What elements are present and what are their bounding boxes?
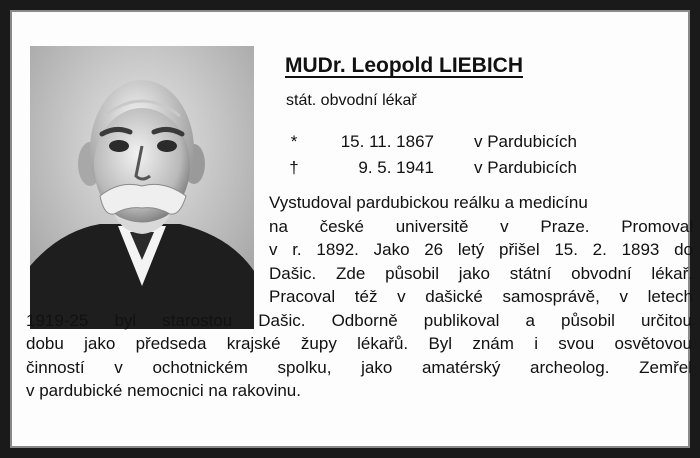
bio-line: v pardubické nemocnici na rakovinu. [26, 381, 301, 400]
birth-symbol-icon: * [290, 132, 298, 151]
person-name: MUDr. Leopold LIEBICH [285, 54, 523, 77]
birth-row [286, 132, 646, 158]
birth-date: 15. 11. 1867 [340, 132, 434, 151]
biography-text [26, 191, 692, 403]
death-row [286, 158, 646, 184]
bio-line: v r. 1892. Jako 26 letý přišel 15. 2. 1893 do [269, 240, 693, 259]
death-date: 9. 5. 1941 [358, 158, 434, 177]
bio-line: 1919-25 byl starostou Dašic. Odborně publikoval a působil určitou [26, 310, 692, 330]
bio-line: Dašic. Zde působil jako státní obvodní lékař. [269, 263, 693, 283]
bio-line: činností v ochotnickém spolku, jako amatérský archeolog. Zemřel [26, 357, 692, 377]
card-body [10, 10, 693, 448]
vitals-block [286, 132, 646, 184]
death-cross-icon: † [289, 158, 299, 177]
death-place: v Pardubicích [474, 158, 577, 177]
birth-place: v Pardubicích [474, 132, 577, 151]
bio-line: Vystudoval pardubickou reálku a medicínu [269, 193, 588, 212]
person-role: stát. obvodní lékař [286, 92, 417, 109]
bio-line: dobu jako předseda krajské župy lékařů. Byl znám i svou osvětovou [26, 334, 692, 353]
bio-line: na české universitě v Praze. Promoval [269, 216, 693, 236]
bio-line: Pracoval též v dašické samosprávě, v letech [269, 287, 693, 306]
